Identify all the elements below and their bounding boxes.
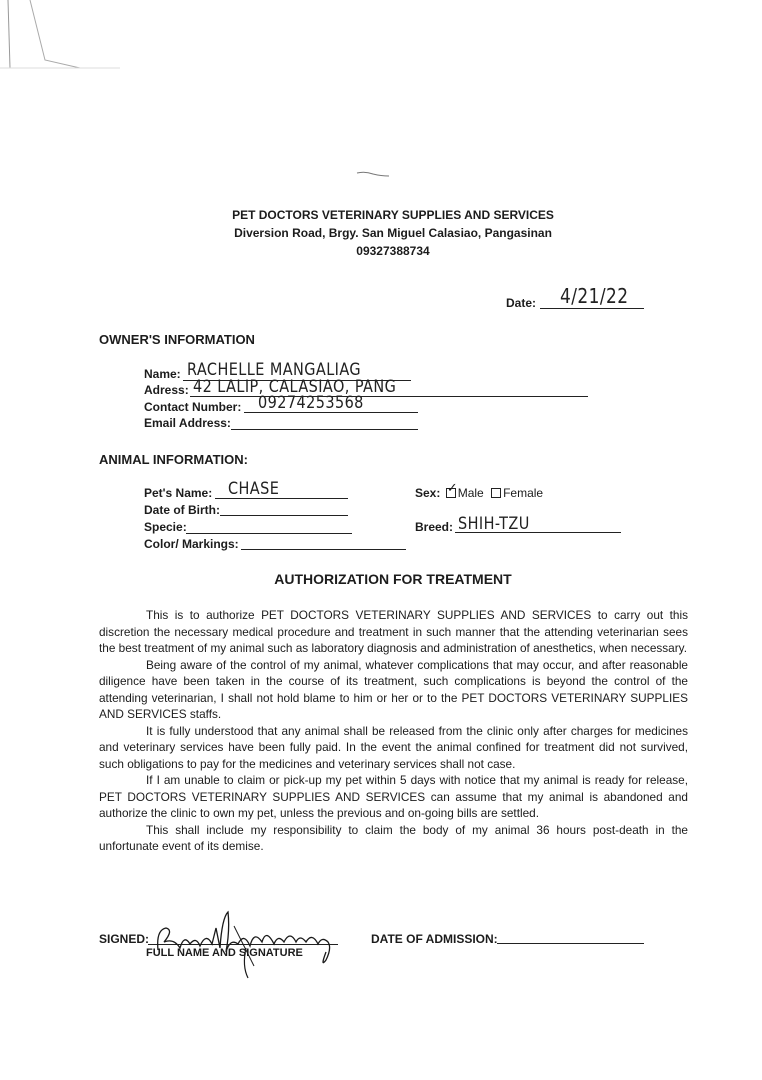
owner-contact-value: 09274253568 [258, 393, 364, 413]
sex-female-checkbox[interactable] [491, 488, 501, 498]
pet-name-value: CHASE [228, 479, 280, 499]
owner-name-label: Name: [144, 367, 181, 381]
animal-section-title: ANIMAL INFORMATION: [99, 452, 248, 467]
pet-name-label: Pet's Name: [144, 486, 213, 500]
dob-label: Date of Birth: [144, 503, 220, 517]
check-mark-icon: ✓ [446, 480, 458, 495]
owner-contact-label: Contact Number: [144, 400, 242, 414]
owner-address-label: Adress: [144, 383, 189, 397]
scan-mark [355, 168, 395, 180]
breed-label: Breed: [415, 520, 454, 534]
handwritten-signature [150, 908, 350, 980]
scan-edge-artifact [0, 0, 120, 70]
authorization-paragraph: This is to authorize PET DOCTORS VETERINARY SUPPLIES AND SERVICES to carry out this discretion the necessary medical procedure and treatment in such manner that the attending veterinarian sees the best treatment of my animal such as laboratory diagnosis and administration of anesthetics, when necessary. [99, 608, 688, 655]
clinic-address: Diversion Road, Brgy. San Miguel Calasiao, Pangasinan [234, 226, 552, 240]
color-markings-label: Color/ Markings: [144, 537, 239, 551]
owner-name-value: RACHELLE MANGALIAG [187, 360, 362, 380]
authorization-title: AUTHORIZATION FOR TREATMENT [274, 571, 512, 587]
date-of-admission-label: DATE OF ADMISSION: [371, 932, 498, 946]
clinic-phone: 09327388734 [356, 244, 430, 258]
sex-label: Sex: [415, 486, 441, 500]
signed-label: SIGNED: [99, 932, 150, 946]
sex-male-label: Male [457, 486, 484, 500]
dob-line [220, 515, 348, 516]
date-of-admission-line [497, 943, 644, 944]
sex-female-label: Female [503, 486, 544, 500]
authorization-body [99, 607, 688, 855]
specie-label: Specie: [144, 520, 187, 534]
signature-caption: FULL NAME AND SIGNATURE [146, 947, 303, 959]
owner-email-line [231, 429, 418, 430]
authorization-paragraph: If I am unable to claim or pick-up my pet within 5 days with notice that my animal is ready for release, PET DOCTORS VETERINARY SUPPLIES AND SERVICES can assume that my animal is abandoned and authorize the clinic to own my pet, unless the previous and on-going bills are settled. [99, 773, 688, 820]
date-label: Date: [506, 296, 537, 310]
authorization-paragraph: This shall include my responsibility to claim the body of my animal 36 hours post-death in the unfortunate event of its demise. [99, 822, 688, 853]
sex-field [415, 480, 544, 500]
date-line [540, 308, 644, 309]
color-markings-line [241, 549, 406, 550]
authorization-paragraph: Being aware of the control of my animal, whatever complications that may occur, and after reasonable diligence have been taken in the course of its treatment, such complications is beyond the control of the attending veterinarian, I shall not hold blame to him or her or to the PET DOCTORS VETERINARY SUPPLIES AND SERVICES staffs. [99, 657, 688, 721]
owner-section-title: OWNER'S INFORMATION [99, 332, 255, 347]
specie-line [186, 533, 352, 534]
clinic-name: PET DOCTORS VETERINARY SUPPLIES AND SERVICES [232, 208, 554, 222]
date-value: 4/21/22 [560, 284, 629, 308]
owner-address-value: 42 LALIP, CALASIAO, PANG [193, 377, 397, 397]
breed-value: SHIH-TZU [458, 514, 530, 534]
sex-male-checkbox[interactable] [444, 480, 458, 500]
owner-email-label: Email Address: [144, 416, 231, 430]
authorization-paragraph: It is fully understood that any animal shall be released from the clinic only after charges for medicines and veterinary services have been fully paid. In the event the animal confined for treatment did not survived, such obligations to pay for the medicines and veterinary services shall not case. [99, 723, 688, 771]
